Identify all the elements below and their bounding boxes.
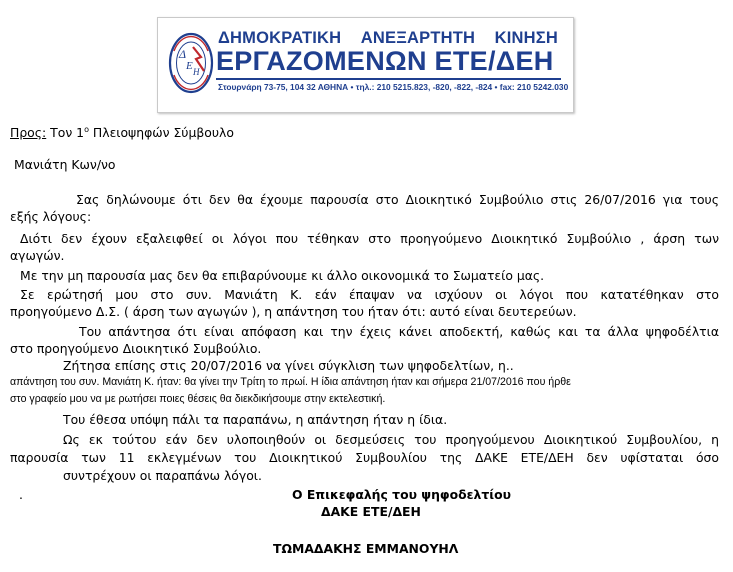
svg-text:Δ: Δ: [179, 47, 187, 61]
paragraph-1-line-1: Σας δηλώνουμε ότι δεν θα έχουμε παρουσία στο Διοικητικό Συμβούλιο στις 26/07/2016 για τους: [76, 192, 719, 207]
svg-text:Η: Η: [193, 67, 200, 77]
letterhead: [157, 17, 574, 113]
to-label: Προς:: [10, 125, 47, 141]
dake-logo-icon: [168, 31, 214, 95]
paragraph-5-line-2: στο προηγούμενο Διοικητικό Συμβούλιο.: [10, 341, 262, 356]
to-suffix: Πλειοψηφών Σύμβουλο: [88, 125, 234, 141]
letterhead-divider: [216, 78, 561, 80]
to-ordinal-sup: ο: [84, 125, 89, 134]
letterhead-word-2: ΑΝΕΞΑΡΤΗΤΗ: [360, 29, 476, 47]
stray-dot: .: [19, 487, 23, 502]
to-prefix: Τον 1: [50, 125, 85, 141]
paragraph-7-line-2: στο γραφείο μου να με ρωτήσει ποιες θέσεις θα διεκδικήσουμε στην εκτελεστική.: [10, 393, 386, 405]
signature-organization: ΔΑΚΕ ΕΤΕ/ΔΕΗ: [321, 504, 421, 519]
recipient-name: Μανιάτη Κων/νο: [14, 157, 116, 172]
paragraph-7-line-1: απάντηση του συν. Μανιάτη Κ. ήταν: θα γίνει την Τρίτη το πρωί. Η ίδια απάντηση ήταν και σήμερα 21/07/2016 που ήρθε: [10, 376, 571, 388]
paragraph-9-line-3: συντρέχουν οι παραπάνω λόγοι.: [63, 468, 262, 483]
signature-title: Ο Επικεφαλής του ψηφοδελτίου: [292, 487, 511, 502]
letterhead-address: Στουρνάρη 73-75, 104 32 ΑΘΗΝΑ • τηλ.: 210 5215.823, -820, -822, -824 • fax: 210 5242.030: [218, 82, 569, 92]
svg-text:Ε: Ε: [186, 60, 193, 72]
paragraph-6: Ζήτησα επίσης στις 20/07/2016 να γίνει σύγκλιση των ψηφοδελτίων, η..: [63, 358, 514, 373]
signature-name: ΤΩΜΑΔΑΚΗΣ ΕΜΜΑΝΟΥΗΛ: [273, 541, 459, 556]
letterhead-word-1: ΔΗΜΟΚΡΑΤΙΚΗ: [218, 29, 342, 47]
letterhead-title-line2: ΕΡΓΑΖΟΜΕΝΩΝ ΕΤΕ/ΔΕΗ: [216, 46, 554, 76]
paragraph-2-line-1: Διότι δεν έχουν εξαλειφθεί οι λόγοι που τέθηκαν στο προηγούμενο Διοικητικό Συμβούλιο , άρση των: [20, 231, 719, 246]
letterhead-word-3: ΚΙΝΗΣΗ: [494, 29, 558, 47]
paragraph-2-line-2: αγωγών.: [10, 248, 65, 263]
paragraph-5-line-1: Του απάντησα ότι είναι απόφαση και την έχεις κάνει αποδεκτή, καθώς και τα άλλα ψηφοδέλτια: [79, 324, 719, 339]
paragraph-9-line-1: Ως εκ τούτου εάν δεν υλοποιηθούν οι δεσμεύσεις του προηγούμενου Διοικητικού Συμβουλίου, η: [63, 432, 719, 447]
recipient-line: [10, 121, 234, 141]
paragraph-4-line-2: προηγούμενο Δ.Σ. ( άρση των αγωγών ), η απάντηση του ήταν ότι: αυτό είναι δευτερεύων.: [10, 304, 577, 319]
paragraph-8: Του έθεσα υπόψη πάλι τα παραπάνω, η απάντηση ήταν η ίδια.: [63, 412, 448, 427]
paragraph-4-line-1: Σε ερώτησή μου στο συν. Μανιάτη Κ. εάν έπαψαν να ισχύουν οι λόγοι που κατατέθηκαν στο: [20, 287, 719, 302]
paragraph-3: Με την μη παρουσία μας δεν θα επιβαρύνουμε κι άλλο οικονομικά το Σωματείο μας.: [20, 268, 545, 283]
paragraph-9-line-2: παρουσία των 11 εκλεγμένων του Διοικητικού Συμβουλίου της ΔΑΚΕ ΕΤΕ/ΔΕΗ δεν υφίσταται όσο: [10, 450, 719, 465]
paragraph-1-line-2: εξής λόγους:: [10, 209, 92, 224]
